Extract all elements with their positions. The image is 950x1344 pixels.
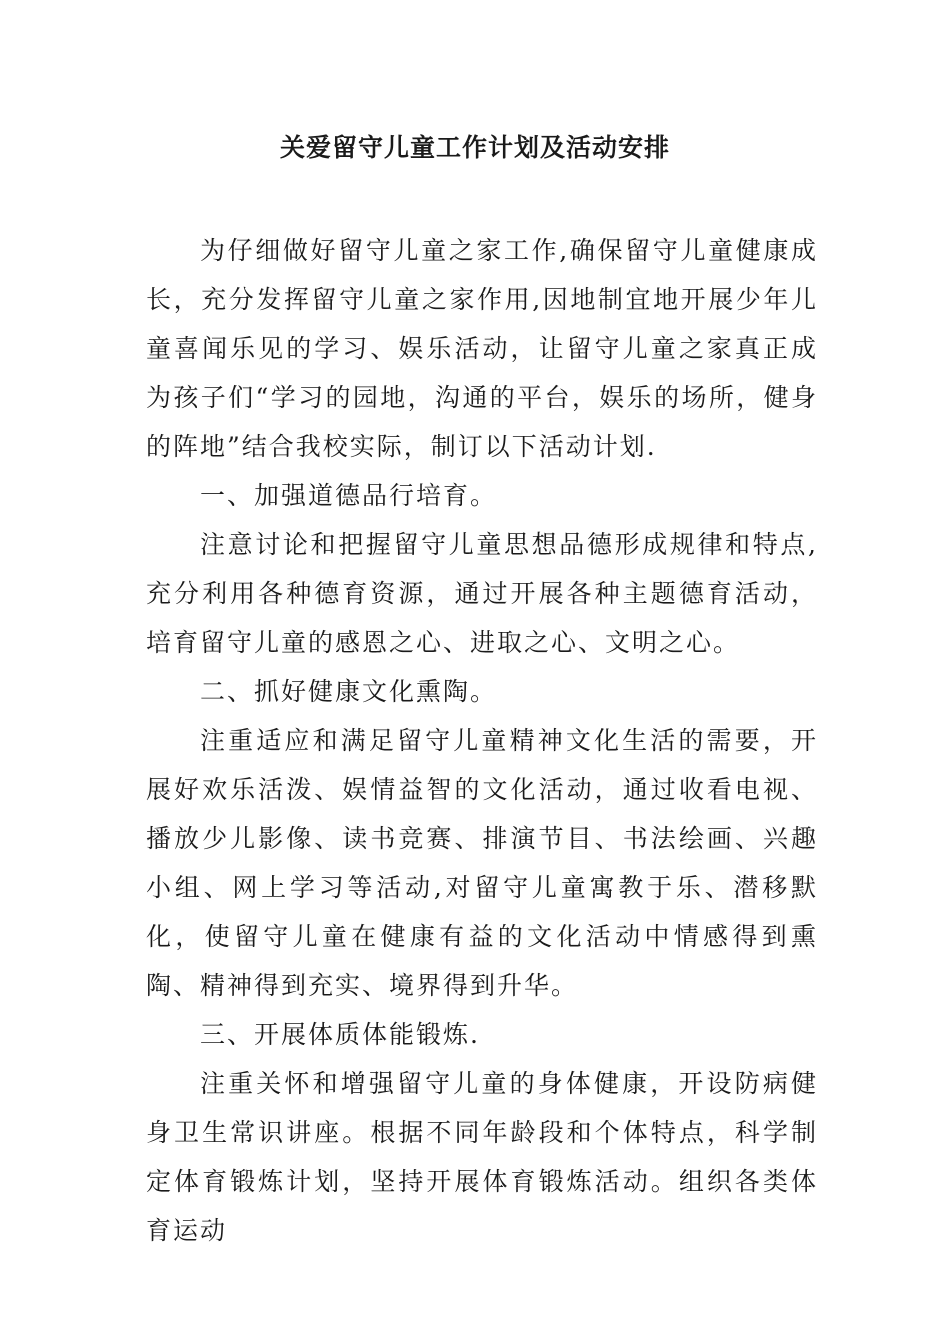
paragraph-section-2: 注重适应和满足留守儿童精神文化生活的需要，开展好欢乐活泼、娱情益智的文化活动，通过收看电视、播放少儿影像、读书竞赛、排演节目、书法绘画、兴趣小组、网上学习等活动,对留守儿童寓教于乐、潜移默化，使留守儿童在健康有益的文化活动中情感得到熏陶、精神得到充实、境界得到升华。 <box>146 726 818 1000</box>
section-heading-3: 三、开展体质体能锻炼. <box>200 1020 480 1049</box>
paragraph-intro: 为仔细做好留守儿童之家工作,确保留守儿童健康成长，充分发挥留守儿童之家作用,因地制宜地开展少年儿童喜闻乐见的学习、娱乐活动，让留守儿童之家真正成为孩子们“学习的园地，沟通的平台，娱乐的场所，健身的阵地”结合我校实际，制订以下活动计划. <box>146 236 818 461</box>
document-title: 关爱留守儿童工作计划及活动安排 <box>279 133 670 162</box>
paragraph-section-3: 注重关怀和增强留守儿童的身体健康，开设防病健身卫生常识讲座。根据不同年龄段和个体特点，科学制定体育锻炼计划，坚持开展体育锻炼活动。组织各类体育运动 <box>146 1069 818 1245</box>
paragraph-section-1: 注意讨论和把握留守儿童思想品德形成规律和特点,充分利用各种德育资源，通过开展各种主题德育活动，培育留守儿童的感恩之心、进取之心、文明之心。 <box>146 530 818 657</box>
section-heading-1: 一、加强道德品行培育。 <box>200 481 498 510</box>
document-body <box>146 226 818 1255</box>
section-heading-2: 二、抓好健康文化熏陶。 <box>200 677 498 706</box>
